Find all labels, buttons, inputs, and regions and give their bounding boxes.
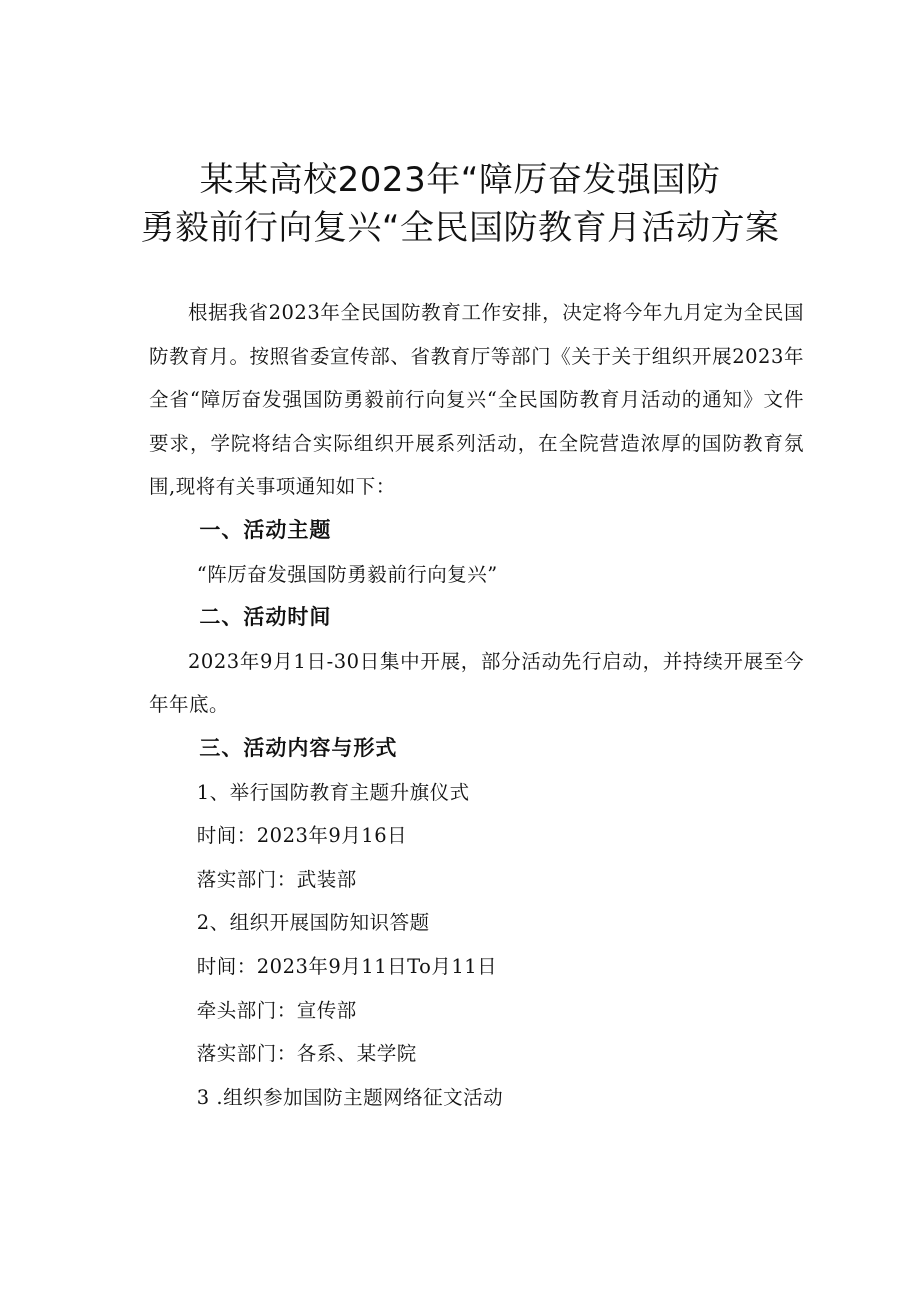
intro-paragraph: 根据我省2023年全民国防教育工作安排，决定将今年九月定为全民国防教育月。按照省委宣传部、省教育厅等部门《关于关于组织开展2023年全省“障厉奋发强国防勇毅前行向复兴“全民国防教育月活动的通知》文件要求，学院将结合实际组织开展系列活动，在全院营造浓厚的国防教育氛围,现将有关事项通知如下：: [149, 301, 804, 499]
section-heading-time: 二、活动时间: [199, 605, 332, 630]
item-2-department: 落实部门：各系、某学院: [196, 1042, 417, 1066]
item-1-title: 1、举行国防教育主题升旗仪式: [196, 780, 470, 804]
item-3-title: 3 .组织参加国防主题网络征文活动: [196, 1085, 504, 1109]
section-heading-theme: 一、活动主题: [199, 517, 332, 542]
item-1-time: 时间：2023年9月16日: [196, 824, 408, 848]
document-title-line-2: 勇毅前行向复兴“全民国防教育月活动方案: [140, 208, 780, 248]
item-2-time: 时间：2023年9月11日To月11日: [196, 954, 498, 978]
item-2-lead-department: 牵头部门：宣传部: [196, 998, 357, 1022]
item-1-department: 落实部门：武装部: [196, 867, 357, 891]
item-2-title: 2、组织开展国防知识答题: [196, 911, 430, 935]
document-title-line-1: 某某高校2023年“障厉奋发强国防: [199, 160, 721, 200]
document-body: [149, 291, 804, 1119]
section-heading-content: 三、活动内容与形式: [199, 735, 398, 760]
theme-text: “阵厉奋发强国防勇毅前行向复兴”: [196, 562, 498, 586]
time-paragraph: 2023年9月1日-30日集中开展，部分活动先行启动，并持续开展至今年年底。: [149, 649, 804, 717]
